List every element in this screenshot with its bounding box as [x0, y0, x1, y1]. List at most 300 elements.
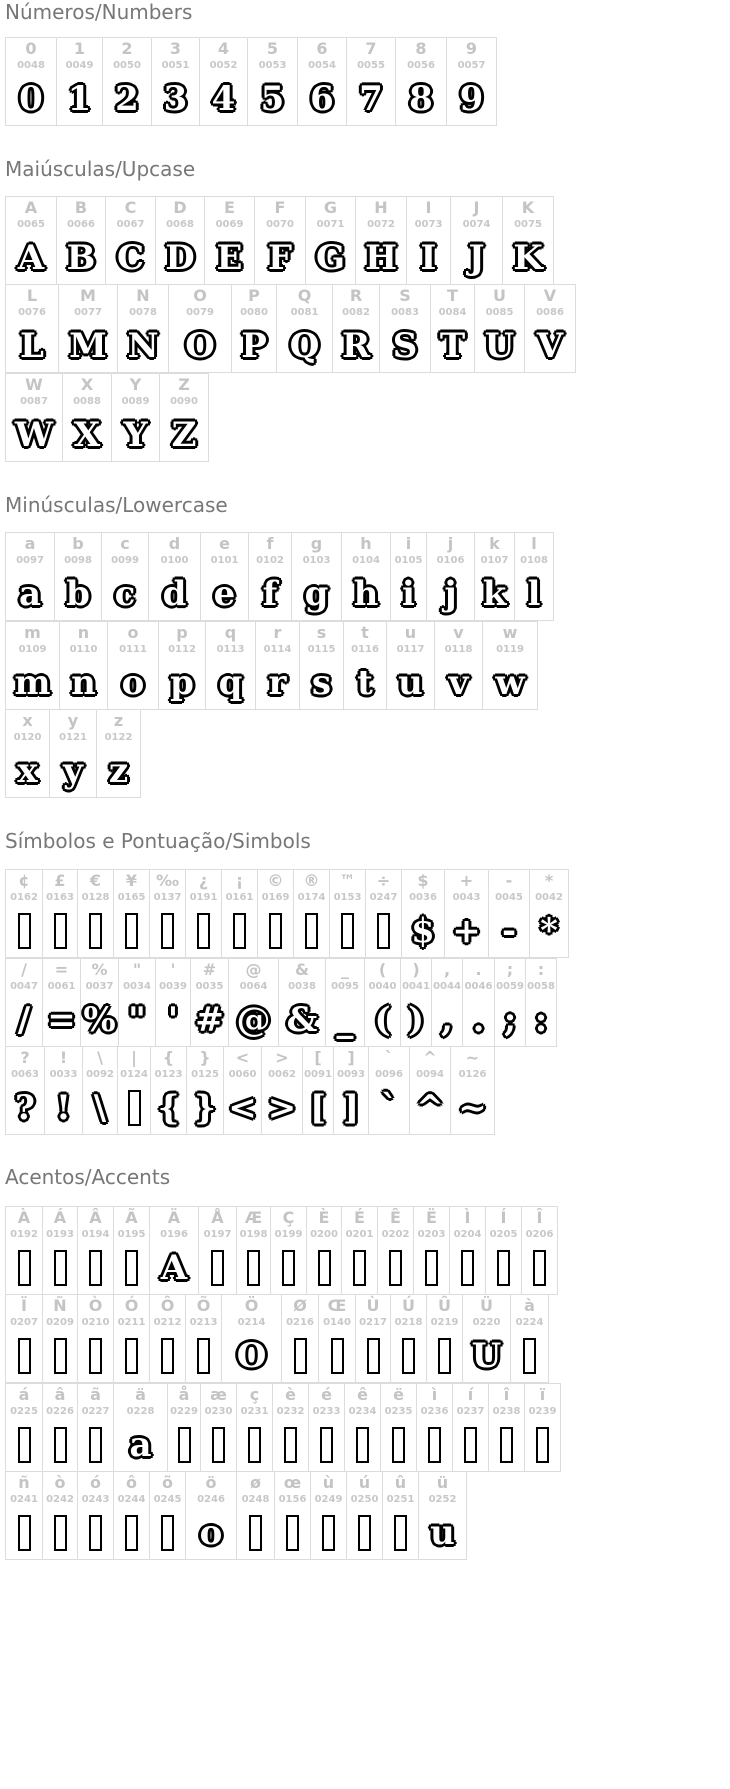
glyph-preview: [356, 1333, 390, 1378]
char-label: -: [505, 871, 513, 890]
glyph-sample: m: [14, 662, 51, 703]
glyph-sample: P: [241, 325, 267, 366]
glyph-preview: [78, 1245, 113, 1290]
char-label: +: [459, 871, 474, 890]
char-code: 0201: [345, 1229, 374, 1240]
char-label: ä: [135, 1385, 146, 1404]
glyph-sample: ;: [503, 999, 517, 1040]
char-code: 0108: [520, 555, 548, 566]
char-code: 0214: [237, 1317, 266, 1328]
char-code: 0114: [263, 644, 292, 655]
glyph-cell: [200, 1383, 237, 1472]
glyph-sample: F: [267, 237, 293, 278]
glyph-cell: [221, 869, 258, 958]
char-code: 0252: [428, 1494, 457, 1505]
glyph-cell: [118, 958, 156, 1047]
glyph-cell: [199, 37, 248, 126]
char-label: U: [493, 286, 506, 305]
glyph-preview: [391, 1333, 426, 1378]
glyph-cell: [5, 709, 50, 798]
glyph-cell: [365, 869, 402, 958]
glyph-preview: [450, 1245, 485, 1290]
glyph-preview: [381, 1422, 416, 1467]
glyph-cell: [346, 1471, 383, 1560]
char-label: è: [285, 1385, 296, 1404]
missing-glyph-box: [392, 1427, 405, 1463]
char-label: F: [274, 198, 286, 217]
glyph-cell: [413, 1206, 450, 1295]
char-label: Ã: [125, 1208, 138, 1227]
glyph-preview: [186, 1333, 221, 1378]
glyph-cell: [426, 1294, 463, 1383]
char-code: 0125: [191, 1069, 219, 1080]
missing-glyph-box: [248, 1427, 261, 1463]
char-label: h: [360, 534, 372, 553]
missing-glyph-box: [282, 1250, 295, 1286]
glyph-sample: 6: [310, 78, 334, 119]
glyph-cell: [77, 1294, 114, 1383]
missing-glyph-box: [89, 1427, 102, 1463]
missing-glyph-box: [377, 913, 390, 949]
char-label: 0: [25, 39, 37, 58]
char-label: M: [80, 286, 96, 305]
glyph-cell: [474, 284, 525, 373]
glyph-preview: [200, 76, 247, 121]
glyph-sample: 1: [67, 78, 92, 119]
glyph-sample: u: [398, 662, 423, 703]
glyph-cell: [450, 196, 503, 285]
missing-glyph-box: [18, 1250, 31, 1286]
glyph-sample: i: [402, 573, 415, 614]
char-label: ê: [357, 1385, 368, 1404]
char-label: (: [378, 960, 387, 979]
glyph-cell: [42, 1383, 78, 1472]
glyph-sample: 8: [409, 78, 433, 119]
glyph-preview: [294, 908, 329, 953]
char-label: ?: [20, 1048, 30, 1067]
char-code: 0249: [314, 1494, 343, 1505]
glyph-sample: {: [157, 1087, 180, 1128]
glyph-sample: #: [195, 999, 224, 1040]
missing-glyph-box: [197, 1338, 210, 1374]
char-code: 0121: [59, 732, 87, 743]
char-label: Ô: [160, 1296, 175, 1315]
char-label: û: [394, 1473, 407, 1492]
glyph-preview: [463, 997, 494, 1042]
glyph-cell: [77, 1383, 114, 1472]
glyph-cell: [185, 1471, 237, 1560]
glyph-cell: [221, 1294, 282, 1383]
char-code: 0049: [65, 60, 94, 71]
char-code: 0247: [369, 892, 398, 903]
section-title-s-mbolos-e-pontua-o-simbols: Símbolos e Pontuação/Simbols: [5, 829, 311, 853]
char-label: i: [405, 534, 412, 553]
char-code: 0225: [10, 1406, 38, 1417]
char-label: Ü: [480, 1296, 493, 1315]
glyph-cell: [485, 1206, 522, 1295]
char-label: Z: [178, 375, 190, 394]
char-label: 9: [465, 39, 478, 58]
glyph-preview: [330, 908, 365, 953]
char-label: w: [502, 623, 518, 642]
missing-glyph-box: [161, 1515, 174, 1551]
char-code: 0046: [464, 981, 493, 992]
char-code: 0044: [433, 981, 461, 992]
glyph-preview: [451, 235, 502, 280]
glyph-preview: [50, 748, 96, 793]
char-label: R: [349, 286, 363, 305]
missing-glyph-box: [425, 1250, 438, 1286]
missing-glyph-box: [461, 1250, 474, 1286]
glyph-cell: [482, 621, 538, 710]
char-label: /: [21, 960, 27, 979]
glyph-cell: [205, 621, 256, 710]
glyph-preview: [237, 1245, 270, 1290]
char-label: 7: [365, 39, 377, 58]
glyph-sample: r: [268, 662, 287, 703]
glyph-cell: [418, 1471, 467, 1560]
glyph-cell: [248, 532, 292, 621]
char-label: A: [24, 198, 38, 217]
glyph-preview: [319, 1333, 355, 1378]
char-label: D: [173, 198, 187, 217]
glyph-preview: [515, 571, 553, 616]
char-label: ™: [339, 871, 356, 890]
glyph-preview: [410, 1085, 450, 1130]
glyph-preview: [63, 412, 111, 457]
char-label: 6: [316, 39, 328, 58]
char-label: *: [544, 871, 554, 890]
char-code: 0169: [261, 892, 290, 903]
char-label: ù: [322, 1473, 335, 1492]
char-label: x: [22, 711, 33, 730]
char-code: 0050: [113, 60, 141, 71]
char-label: u: [404, 623, 417, 642]
glyph-cell: [390, 532, 427, 621]
char-label: â: [54, 1385, 66, 1404]
missing-glyph-box: [128, 1090, 141, 1126]
char-label: ]: [347, 1048, 355, 1067]
char-code: 0073: [414, 219, 443, 230]
char-code: 0212: [153, 1317, 182, 1328]
missing-glyph-box: [402, 1338, 415, 1374]
glyph-preview: [151, 1085, 186, 1130]
char-label: Œ: [327, 1296, 347, 1315]
glyph-preview: [106, 235, 155, 280]
char-code: 0198: [239, 1229, 268, 1240]
glyph-preview: [326, 997, 364, 1042]
char-label: Ê: [390, 1208, 401, 1227]
char-label: =: [54, 960, 69, 979]
glyph-cell: [255, 621, 300, 710]
glyph-sample: 2: [115, 78, 139, 119]
glyph-preview: [149, 571, 200, 616]
char-code: 0242: [46, 1494, 74, 1505]
char-label: ): [412, 960, 420, 979]
glyph-cell: [111, 373, 160, 462]
glyph-sample: U: [484, 325, 515, 366]
char-code: 0083: [391, 307, 419, 318]
char-code: 0045: [495, 892, 523, 903]
char-label: j: [447, 534, 454, 553]
glyph-preview: [333, 323, 379, 368]
glyph-preview: [222, 908, 257, 953]
glyph-preview: [396, 76, 446, 121]
glyph-preview: [414, 1245, 449, 1290]
glyph-sample: G: [315, 237, 346, 278]
glyph-preview: [6, 323, 58, 368]
glyph-preview: [483, 660, 537, 705]
char-label: Â: [89, 1208, 102, 1227]
missing-glyph-box: [536, 1427, 549, 1463]
glyph-sample: 0: [19, 78, 43, 119]
glyph-cell: [332, 284, 380, 373]
glyph-preview: [525, 1422, 560, 1467]
glyph-sample: `: [380, 1087, 398, 1128]
glyph-cell: [185, 869, 222, 958]
char-label: ï: [539, 1385, 546, 1404]
char-label: ,: [443, 960, 451, 979]
glyph-preview: [447, 76, 496, 121]
char-label: í: [467, 1385, 474, 1404]
char-code: 0089: [121, 396, 150, 407]
char-label: ó: [90, 1473, 101, 1492]
char-code: 0066: [67, 219, 95, 230]
char-label: |: [131, 1048, 137, 1067]
glyph-cell: [462, 958, 495, 1047]
char-label: È: [318, 1208, 330, 1227]
char-label: }: [199, 1048, 211, 1067]
char-code: 0077: [74, 307, 102, 318]
char-code: 0192: [10, 1229, 38, 1240]
missing-glyph-box: [331, 1338, 344, 1374]
char-code: 0161: [225, 892, 254, 903]
char-label: v: [453, 623, 464, 642]
glyph-sample: -: [501, 910, 517, 951]
char-label: Ä: [167, 1208, 181, 1227]
char-label: P: [248, 286, 260, 305]
char-code: 0105: [394, 555, 423, 566]
char-label: E: [224, 198, 235, 217]
char-label: C: [124, 198, 137, 217]
glyph-sample: v: [448, 662, 469, 703]
glyph-cell: [5, 373, 63, 462]
glyph-preview: [486, 1245, 521, 1290]
glyph-cell: [149, 1206, 199, 1295]
char-code: 0107: [480, 555, 509, 566]
glyph-cell: [380, 1383, 417, 1472]
char-label: ®: [303, 871, 320, 890]
glyph-cell: [42, 1206, 78, 1295]
char-code: 0206: [525, 1229, 554, 1240]
glyph-sample: ': [167, 999, 179, 1040]
char-code: 0204: [453, 1229, 482, 1240]
glyph-cell: [431, 958, 463, 1047]
char-label: €: [89, 871, 102, 890]
char-code: 0072: [367, 219, 395, 230]
glyph-preview: [511, 1333, 548, 1378]
char-label: r: [273, 623, 282, 642]
glyph-preview: [55, 571, 101, 616]
char-code: 0071: [316, 219, 345, 230]
char-code: 0218: [394, 1317, 423, 1328]
glyph-sample: x: [17, 750, 38, 791]
glyph-cell: [113, 1206, 150, 1295]
glyph-cell: [5, 1383, 43, 1472]
char-label: Ù: [366, 1296, 380, 1315]
glyph-cell: [341, 1206, 378, 1295]
glyph-preview: [306, 235, 355, 280]
glyph-sample: 9: [459, 78, 484, 119]
char-label: %: [91, 960, 108, 979]
char-code: 0245: [153, 1494, 182, 1505]
missing-glyph-box: [356, 1427, 369, 1463]
glyph-cell: [117, 1046, 151, 1135]
glyph-preview: [453, 1422, 488, 1467]
char-code: 0104: [352, 555, 380, 566]
char-code: 0122: [104, 732, 133, 743]
char-label: Å: [211, 1208, 224, 1227]
char-label: m: [24, 623, 41, 642]
glyph-cell: [401, 869, 445, 958]
char-label: G: [323, 198, 338, 217]
char-label: T: [447, 286, 458, 305]
glyph-preview: [43, 1422, 77, 1467]
glyph-preview: [152, 76, 199, 121]
glyph-preview: [43, 997, 80, 1042]
char-code: 0076: [18, 307, 46, 318]
glyph-cell: [186, 1046, 224, 1135]
glyph-preview: [427, 1333, 462, 1378]
glyph-cell: [59, 621, 108, 710]
glyph-cell: [355, 1294, 391, 1383]
glyph-sample: n: [71, 662, 96, 703]
glyph-cell: [446, 37, 497, 126]
glyph-preview: [237, 1510, 274, 1555]
glyph-cell: [297, 37, 347, 126]
char-code: 0039: [159, 981, 187, 992]
missing-glyph-box: [125, 1338, 138, 1374]
char-label: á: [18, 1385, 30, 1404]
glyph-cell: [261, 1046, 303, 1135]
char-code: 0244: [117, 1494, 146, 1505]
char-code: 0060: [228, 1069, 257, 1080]
char-code: 0162: [10, 892, 38, 903]
glyph-preview: [6, 660, 59, 705]
missing-glyph-box: [389, 1250, 402, 1286]
glyph-preview: [78, 1422, 113, 1467]
glyph-sample: c: [114, 573, 136, 614]
glyph-sample: H: [364, 237, 398, 278]
glyph-cell: [5, 869, 43, 958]
missing-glyph-box: [305, 913, 318, 949]
glyph-cell: [149, 1294, 186, 1383]
glyph-sample: e: [213, 573, 236, 614]
glyph-preview: [222, 1333, 281, 1378]
glyph-preview: [503, 235, 553, 280]
glyph-preview: [6, 1422, 42, 1467]
glyph-sample: b: [66, 573, 90, 614]
glyph-sample: Y: [123, 414, 148, 455]
missing-glyph-box: [233, 913, 246, 949]
glyph-preview: [391, 571, 426, 616]
char-label: ã: [90, 1385, 101, 1404]
glyph-cell: [426, 532, 475, 621]
char-code: 0064: [239, 981, 268, 992]
glyph-cell: [5, 1206, 43, 1295]
glyph-cell: [430, 284, 475, 373]
char-code: 0209: [46, 1317, 74, 1328]
glyph-sample: o: [121, 662, 145, 703]
char-code: 0042: [535, 892, 563, 903]
glyph-preview: [150, 908, 185, 953]
glyph-sample: J: [468, 237, 485, 278]
char-label: ;: [506, 960, 514, 979]
char-code: 0165: [117, 892, 146, 903]
char-label: :: [537, 960, 545, 979]
glyph-sample: d: [162, 573, 187, 614]
char-label: d: [168, 534, 181, 553]
char-code: 0118: [444, 644, 473, 655]
char-label: l: [531, 534, 537, 553]
char-code: 0102: [256, 555, 284, 566]
char-label: g: [310, 534, 323, 553]
char-label: Ç: [282, 1208, 295, 1227]
char-label: ô: [126, 1473, 137, 1492]
char-label: O: [193, 286, 207, 305]
glyph-preview: [303, 1085, 333, 1130]
glyph-cell: [386, 621, 435, 710]
char-label: Û: [438, 1296, 451, 1315]
char-label: ^: [423, 1048, 437, 1067]
char-label: ø: [250, 1473, 261, 1492]
char-code: 0251: [386, 1494, 415, 1505]
char-code: 0062: [268, 1069, 296, 1080]
glyph-preview: [156, 235, 204, 280]
glyph-cell: [102, 37, 152, 126]
glyph-preview: [6, 1510, 42, 1555]
char-label: ": [132, 960, 142, 979]
glyph-cell: [96, 709, 141, 798]
glyph-cell: [281, 1294, 319, 1383]
char-code: 0220: [472, 1317, 501, 1328]
char-code: 0074: [462, 219, 491, 230]
char-code: 0086: [536, 307, 564, 318]
char-code: 0040: [368, 981, 397, 992]
char-code: 0239: [528, 1406, 557, 1417]
glyph-preview: [378, 1245, 413, 1290]
glyph-preview: [387, 660, 434, 705]
glyph-preview: [311, 1510, 346, 1555]
glyph-cell: [416, 1383, 453, 1472]
char-code: 0113: [216, 644, 245, 655]
glyph-cell: [278, 958, 326, 1047]
glyph-preview: [365, 997, 400, 1042]
glyph-cell: [299, 621, 344, 710]
char-label: .: [475, 960, 482, 979]
glyph-cell: [228, 958, 279, 1047]
missing-glyph-box: [523, 1338, 536, 1374]
glyph-sample: >: [267, 1087, 297, 1128]
char-label: Æ: [244, 1208, 263, 1227]
char-label: $: [417, 871, 429, 890]
glyph-cell: [450, 1046, 495, 1135]
glyph-cell: [355, 196, 407, 285]
glyph-cell: [257, 869, 294, 958]
char-code: 0079: [186, 307, 214, 318]
glyph-sample: O: [185, 325, 215, 366]
glyph-preview: [334, 1085, 368, 1130]
